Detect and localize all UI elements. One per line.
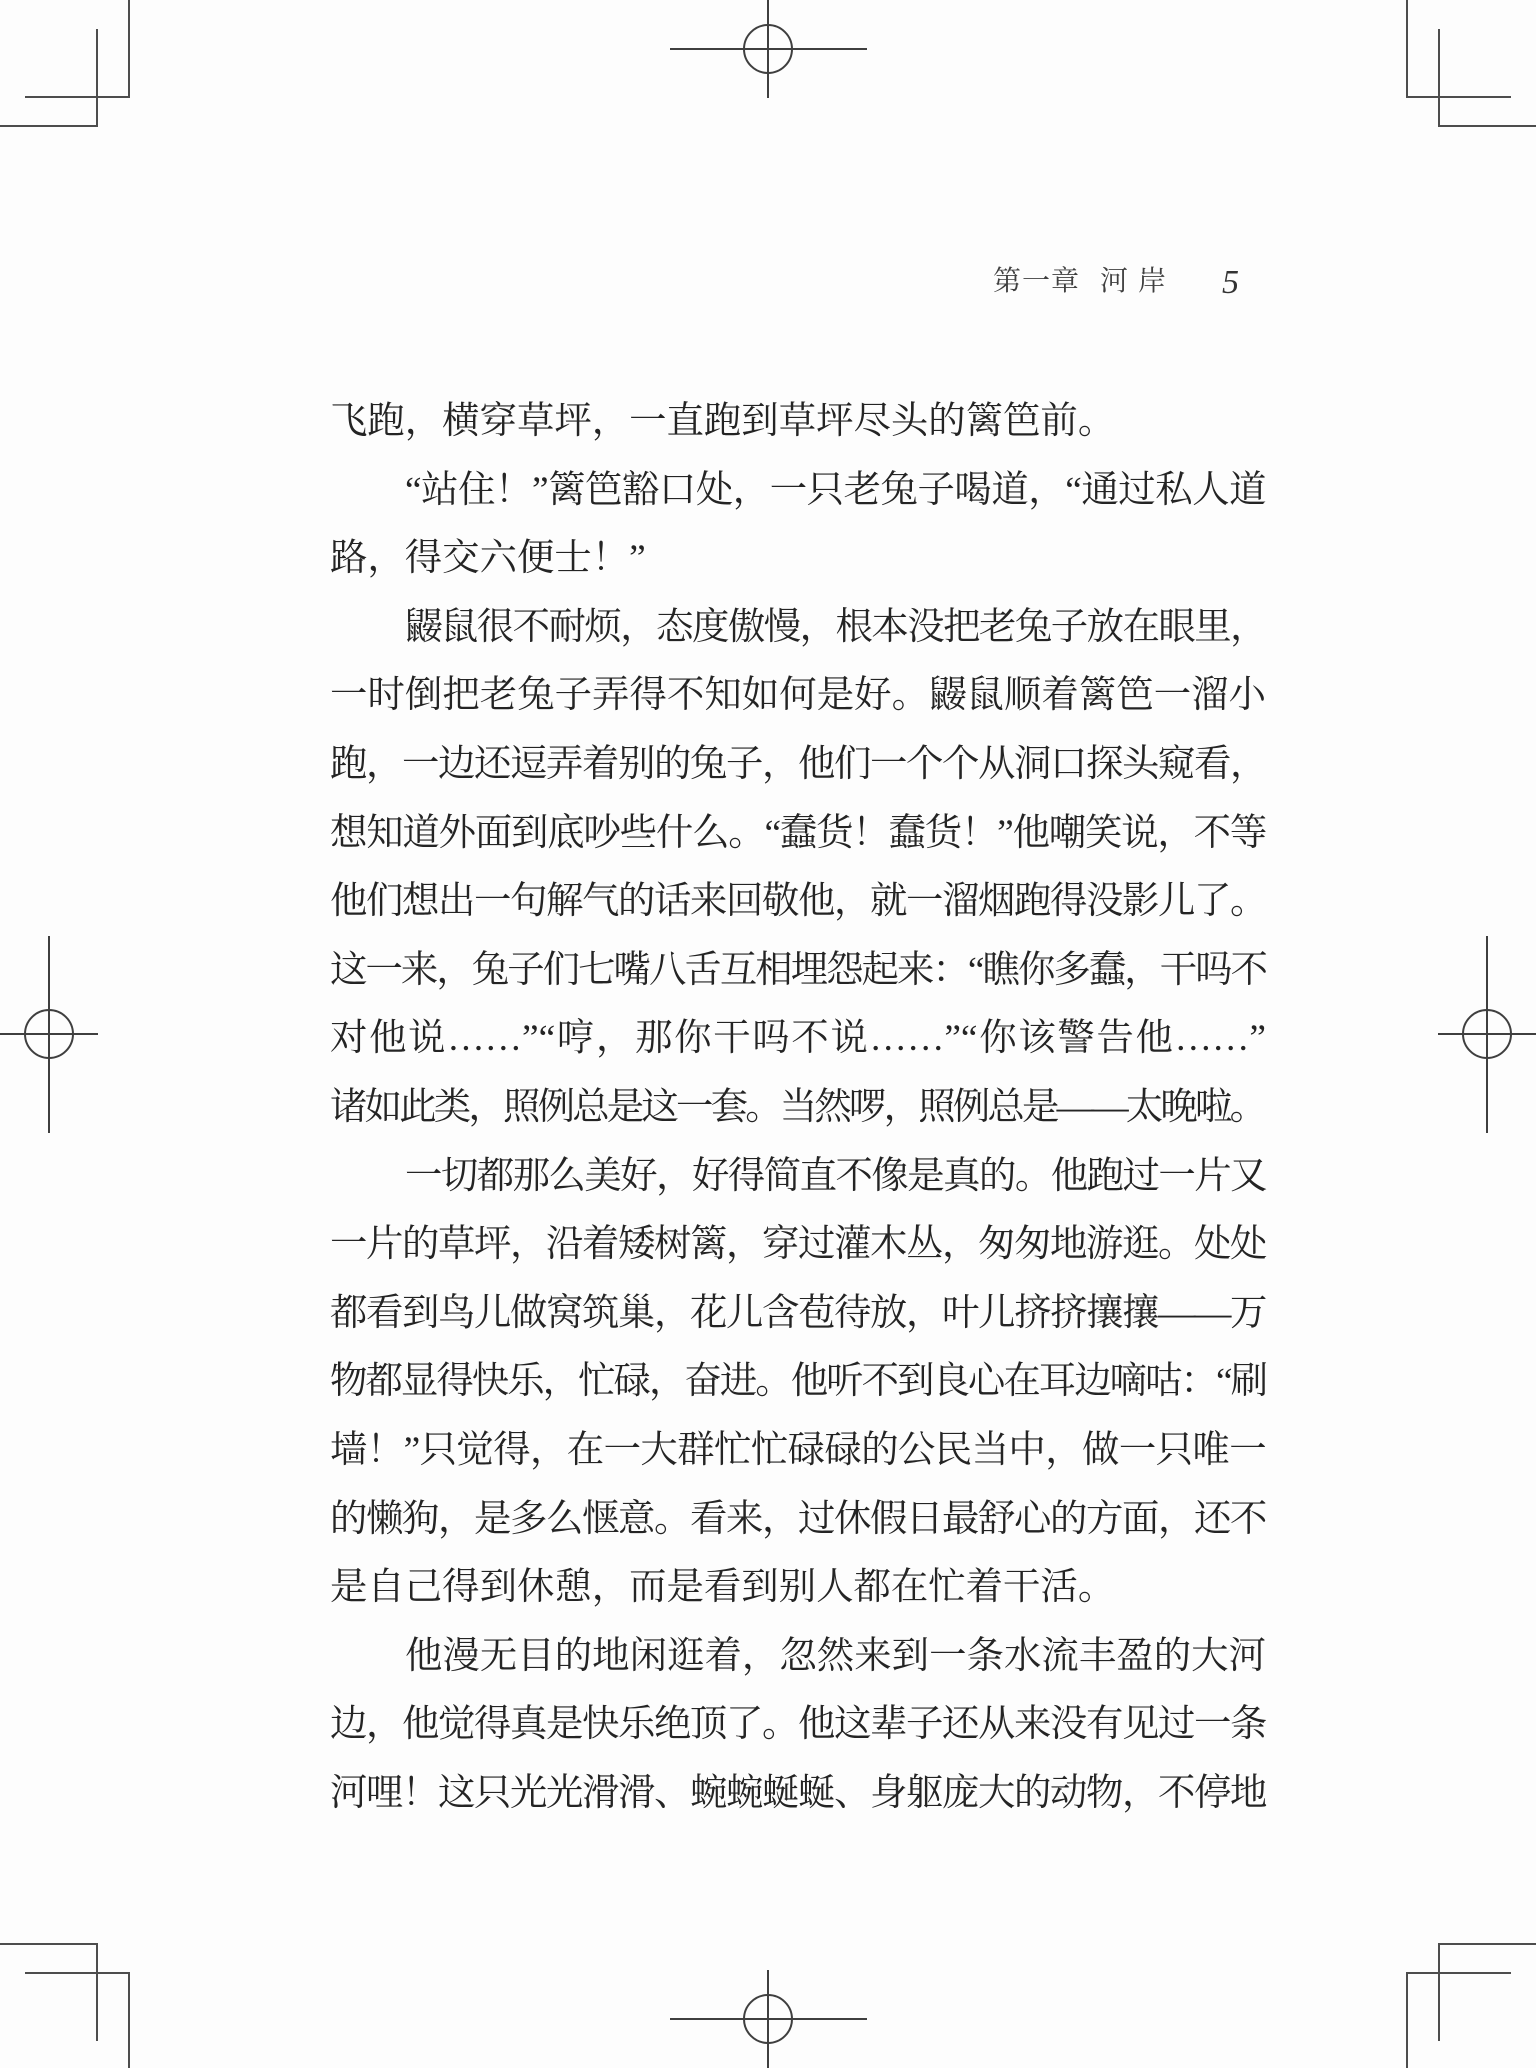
text-line: 物都显得快乐，忙碌，奋进。他听不到良心在耳边嘀咕：“刷	[330, 1361, 1266, 1403]
text-line: 一片的草坪，沿着矮树篱，穿过灌木丛，匆匆地游逛。处处	[330, 1224, 1266, 1266]
crop-mark-bottom-left-inner-icon	[0, 1943, 98, 2041]
crop-mark-bottom-right-inner-icon	[1438, 1943, 1536, 2041]
registration-circle	[743, 1994, 793, 2044]
text-line: 墙！”只觉得，在一大群忙忙碌碌的公民当中，做一只唯一	[330, 1429, 1266, 1471]
chapter-label: 第一章	[993, 266, 1081, 297]
text-line: 路，得交六便士！”	[330, 538, 646, 580]
text-line: 边，他觉得真是快乐绝顶了。他这辈子还从来没有见过一条	[330, 1704, 1266, 1746]
text-line: 河哩！这只光光滑滑、蜿蜿蜒蜒、身躯庞大的动物，不停地	[330, 1772, 1266, 1814]
text-line: 一切都那么美好，好得简直不像是真的。他跑过一片又	[405, 1155, 1266, 1197]
text-line: 飞跑，横穿草坪，一直跑到草坪尽头的篱笆前。	[330, 401, 1116, 442]
text-line: 想知道外面到底吵些什么。“蠢货！蠢货！”他嘲笑说，不等	[330, 812, 1266, 854]
text-line: 都看到鸟儿做窝筑巢，花儿含苞待放，叶儿挤挤攘攘——万	[330, 1292, 1266, 1334]
crop-mark-top-right-inner-icon	[1438, 29, 1536, 127]
text-line: 诸如此类，照例总是这一套。当然啰，照例总是——太晚啦。	[330, 1086, 1265, 1128]
text-line: 对他说……”“哼，那你干吗不说……”“你该警告他……”	[330, 1018, 1266, 1060]
text-line: 的懒狗，是多么惬意。看来，过休假日最舒心的方面，还不	[330, 1498, 1266, 1540]
text-line: 鼹鼠很不耐烦，态度傲慢，根本没把老兔子放在眼里，	[405, 606, 1266, 648]
text-line: “站住！”篱笆豁口处，一只老兔子喝道，“通过私人道	[405, 469, 1266, 511]
text-line: 跑，一边还逗弄着别的兔子，他们一个个从洞口探头窥看，	[330, 743, 1266, 785]
page-header	[993, 264, 1239, 300]
registration-circle	[24, 1009, 74, 1059]
text-line: 他们想出一句解气的话来回敬他，就一溜烟跑得没影儿了。	[330, 881, 1266, 923]
text-line: 他漫无目的地闲逛着，忽然来到一条水流丰盈的大河	[405, 1635, 1266, 1677]
section-title: 河岸	[1100, 266, 1177, 297]
crop-mark-top-left-inner-icon	[0, 29, 98, 127]
text-block	[330, 388, 1266, 1828]
registration-circle	[743, 24, 793, 74]
registration-circle	[1462, 1009, 1512, 1059]
text-line: 一时倒把老兔子弄得不知如何是好。鼹鼠顺着篱笆一溜小	[330, 675, 1266, 717]
page-number: 5	[1222, 264, 1240, 301]
text-line: 是自己得到休憩，而是看到别人都在忙着干活。	[330, 1567, 1116, 1609]
text-line: 这一来，兔子们七嘴八舌互相埋怨起来：“瞧你多蠢，干吗不	[330, 949, 1266, 991]
